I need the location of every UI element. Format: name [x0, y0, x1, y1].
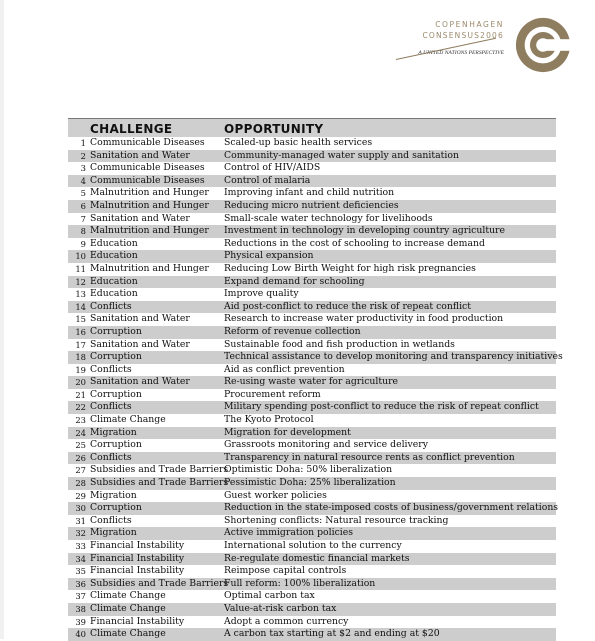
row-rank: 11 — [75, 263, 86, 274]
table-row — [68, 263, 556, 276]
row-rank: 16 — [75, 326, 86, 337]
row-rank: 24 — [75, 427, 86, 438]
row-opportunity: Guest worker policies — [224, 489, 327, 501]
row-challenge: Financial Instability — [90, 540, 185, 551]
row-rank: 19 — [75, 364, 86, 375]
row-challenge: Migration — [90, 426, 137, 438]
row-rank: 21 — [75, 389, 86, 400]
row-rank: 3 — [80, 163, 86, 174]
row-rank: 23 — [75, 415, 86, 426]
row-rank: 10 — [75, 251, 86, 262]
row-rank: 32 — [75, 528, 86, 539]
table-row — [68, 175, 556, 188]
row-challenge: Corruption — [90, 388, 142, 400]
row-challenge: Corruption — [90, 502, 142, 514]
table-row — [68, 590, 556, 603]
row-opportunity: Value-at-risk carbon tax — [224, 602, 337, 614]
row-opportunity: International solution to the currency — [224, 540, 402, 551]
table-body — [68, 137, 563, 641]
row-rank: 28 — [75, 478, 86, 489]
row-challenge: Communicable Diseases — [90, 137, 205, 148]
table-row — [68, 187, 556, 200]
table-row — [68, 414, 556, 427]
row-challenge: Education — [90, 275, 138, 287]
row-opportunity: Reducing Low Birth Weight for high risk pregnancies — [224, 262, 476, 274]
table-row — [68, 540, 556, 553]
row-rank: 2 — [80, 150, 86, 161]
table-row — [68, 250, 556, 263]
row-opportunity: A carbon tax starting at $2 and ending at $20 — [224, 628, 440, 640]
row-challenge: Climate Change — [90, 602, 166, 614]
logo-underline — [396, 38, 496, 60]
logo-c-emblem-icon — [514, 16, 572, 74]
row-challenge: Corruption — [90, 439, 142, 451]
row-opportunity: Control of malaria — [224, 174, 311, 186]
row-rank: 15 — [75, 314, 86, 325]
table-row — [68, 477, 556, 490]
row-opportunity: Improving infant and child nutrition — [224, 187, 395, 199]
table-header — [68, 118, 556, 137]
row-challenge: Sanitation and Water — [90, 376, 190, 388]
row-opportunity: Expand demand for schooling — [224, 275, 365, 287]
row-challenge: Corruption — [90, 325, 142, 337]
table-row — [68, 553, 556, 566]
row-challenge: Education — [90, 288, 138, 300]
table-row — [68, 301, 556, 314]
row-rank: 17 — [75, 339, 86, 350]
row-rank: 6 — [80, 200, 86, 211]
row-challenge: Migration — [90, 527, 137, 539]
table-row — [68, 578, 556, 591]
row-opportunity: Full reform: 100% liberalization — [224, 577, 376, 589]
row-challenge: Sanitation and Water — [90, 313, 190, 325]
table-row — [68, 351, 563, 364]
row-challenge: Malnutrition and Hunger — [90, 225, 209, 237]
row-challenge: Conflicts — [90, 514, 132, 526]
row-rank: 27 — [75, 465, 86, 476]
row-rank: 36 — [75, 578, 86, 589]
row-rank: 40 — [75, 629, 86, 640]
row-rank: 33 — [75, 541, 86, 551]
table-row — [68, 238, 556, 251]
table-row — [68, 276, 556, 289]
row-opportunity: Reform of revenue collection — [224, 325, 361, 337]
row-opportunity: Re-using waste water for agriculture — [224, 376, 399, 388]
row-opportunity: Transparency in natural resource rents as conflict prevention — [224, 451, 515, 463]
page-edge — [0, 0, 4, 639]
table-row — [68, 137, 556, 150]
row-rank: 18 — [75, 352, 86, 363]
table-row — [68, 150, 556, 163]
row-challenge: Subsidies and Trade Barriers — [90, 464, 229, 476]
row-challenge: Climate Change — [90, 628, 166, 640]
row-opportunity: Small-scale water technology for livelihoods — [224, 212, 433, 224]
row-opportunity: Physical expansion — [224, 250, 314, 262]
row-rank: 29 — [75, 490, 86, 501]
row-rank: 12 — [75, 276, 86, 287]
row-opportunity: The Kyoto Protocol — [224, 414, 314, 426]
row-challenge: Education — [90, 250, 138, 262]
row-challenge: Malnutrition and Hunger — [90, 262, 209, 274]
row-challenge: Subsidies and Trade Barriers — [90, 577, 229, 589]
row-rank: 5 — [80, 188, 86, 199]
row-opportunity: Sustainable food and fish production in wetlands — [224, 338, 455, 350]
table-row — [68, 213, 556, 226]
row-rank: 37 — [75, 591, 86, 602]
row-challenge: Climate Change — [90, 590, 166, 602]
row-opportunity: Reducing micro nutrient deficiencies — [224, 199, 399, 211]
row-challenge: Conflicts — [90, 451, 132, 463]
row-opportunity: Grassroots monitoring and service delivery — [224, 439, 428, 451]
row-opportunity: Active immigration policies — [224, 527, 354, 539]
row-opportunity: Scaled-up basic health services — [224, 137, 373, 148]
row-rank: 1 — [80, 138, 86, 148]
logo-line-consensus: CONSENSUS2006 — [422, 31, 504, 40]
row-challenge: Migration — [90, 489, 137, 501]
row-opportunity: Adopt a common currency — [224, 615, 349, 627]
logo-line-copenhagen: COPENHAGEN — [435, 20, 504, 29]
row-challenge: Financial Instability — [90, 565, 185, 577]
table-row — [68, 502, 559, 515]
table-row — [68, 389, 556, 402]
copenhagen-consensus-logo — [390, 16, 580, 76]
row-rank: 13 — [75, 289, 86, 300]
row-opportunity: Pessimistic Doha: 25% liberalization — [224, 477, 396, 489]
logo-tagline: A UNITED NATIONS PERSPECTIVE — [418, 50, 504, 56]
row-challenge: Malnutrition and Hunger — [90, 199, 209, 211]
row-opportunity: Optimal carbon tax — [224, 590, 315, 602]
row-opportunity: Re-regulate domestic financial markets — [224, 552, 410, 564]
row-rank: 38 — [75, 603, 86, 614]
row-opportunity: Optimistic Doha: 50% liberalization — [224, 464, 393, 476]
table-row — [68, 313, 556, 326]
row-rank: 8 — [80, 226, 86, 237]
row-rank: 31 — [75, 515, 86, 526]
table-row — [68, 464, 556, 477]
row-rank: 14 — [75, 301, 86, 312]
table-row — [68, 452, 556, 465]
table-row — [68, 527, 556, 540]
row-rank: 34 — [75, 553, 86, 564]
table-row — [68, 364, 556, 377]
table-row — [68, 603, 556, 616]
row-opportunity: Reductions in the cost of schooling to increase demand — [224, 237, 485, 249]
row-challenge: Communicable Diseases — [90, 162, 205, 174]
row-rank: 39 — [75, 616, 86, 627]
challenge-opportunity-table — [68, 118, 563, 641]
row-challenge: Sanitation and Water — [90, 338, 190, 350]
row-challenge: Financial Instability — [90, 615, 185, 627]
row-rank: 26 — [75, 452, 86, 463]
row-opportunity: Reimpose capital controls — [224, 565, 347, 577]
row-challenge: Conflicts — [90, 300, 132, 312]
table-row — [68, 616, 556, 629]
row-challenge: Conflicts — [90, 401, 132, 413]
row-rank: 22 — [75, 402, 86, 413]
row-opportunity: Aid post-conflict to reduce the risk of repeat conflict — [224, 300, 471, 312]
row-rank: 4 — [80, 175, 86, 186]
table-row — [68, 162, 556, 175]
row-opportunity: Improve quality — [224, 288, 299, 300]
table-row — [68, 565, 556, 578]
row-rank: 25 — [75, 440, 86, 451]
table-row — [68, 200, 556, 213]
row-rank: 35 — [75, 566, 86, 577]
row-opportunity: Military spending post-conflict to reduce the risk of repeat conflict — [224, 401, 539, 413]
row-challenge: Conflicts — [90, 363, 132, 375]
row-opportunity: Technical assistance to develop monitoring and transparency initiatives — [224, 351, 563, 363]
row-challenge: Subsidies and Trade Barriers — [90, 477, 229, 489]
row-challenge: Education — [90, 237, 138, 249]
row-opportunity: Procurement reform — [224, 388, 321, 400]
row-opportunity: Aid as conflict prevention — [224, 363, 345, 375]
row-challenge: Malnutrition and Hunger — [90, 187, 209, 199]
row-rank: 9 — [80, 238, 86, 249]
header-challenge: CHALLENGE — [90, 122, 173, 136]
table-row — [68, 225, 556, 238]
row-opportunity: Migration for development — [224, 426, 351, 438]
row-challenge: Financial Instability — [90, 552, 185, 564]
row-opportunity: Investment in technology in developing country agriculture — [224, 225, 506, 237]
row-opportunity: Shortening conflicts: Natural resource tracking — [224, 514, 449, 526]
table-row — [68, 339, 556, 352]
row-challenge: Sanitation and Water — [90, 212, 190, 224]
row-challenge: Sanitation and Water — [90, 149, 190, 161]
row-opportunity: Control of HIV/AIDS — [224, 162, 321, 174]
row-rank: 20 — [75, 377, 86, 388]
table-row — [68, 439, 556, 452]
row-rank: 30 — [75, 503, 86, 514]
row-opportunity: Research to increase water productivity in food production — [224, 313, 504, 325]
table-row — [68, 427, 556, 440]
table-row — [68, 288, 556, 301]
table-row — [68, 490, 556, 503]
table-row — [68, 515, 556, 528]
row-opportunity: Reduction in the state-imposed costs of business/government relations — [224, 502, 559, 514]
row-challenge: Climate Change — [90, 414, 166, 426]
table-row — [68, 326, 556, 339]
header-opportunity: OPPORTUNITY — [224, 122, 324, 136]
row-opportunity: Community-managed water supply and sanitation — [224, 149, 459, 161]
row-challenge: Communicable Diseases — [90, 174, 205, 186]
row-rank: 7 — [80, 213, 86, 224]
table-row — [68, 376, 556, 389]
table-row — [68, 401, 556, 414]
row-challenge: Corruption — [90, 351, 142, 363]
